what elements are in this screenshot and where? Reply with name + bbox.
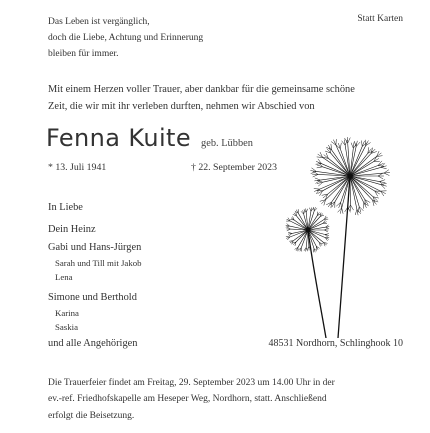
family-gabi: Gabi und Hans-Jürgen [48,242,142,253]
family-heinz: Dein Heinz [48,224,96,235]
statt-karten-label: Statt Karten [357,14,403,24]
family-simone-children: Karina [55,308,79,318]
poem-line: bleiben für immer. [48,49,119,60]
family-gabi-children: Lena [55,272,73,282]
family-gabi-children: Sarah und Till mit Jakob [55,258,142,268]
intro-line: Mit einem Herzen voller Trauer, aber dankbar für die gemeinsame schöne [48,84,355,95]
poem-line: Das Leben ist vergänglich, [48,17,150,27]
intro-text [48,81,355,116]
deceased-name: Fenna Kuite [46,124,192,152]
poem [48,14,203,63]
family-simone: Simone und Berthold [48,292,137,303]
death-date: † 22. September 2023 [191,162,277,173]
footer-line: ev.-ref. Friedhofskapelle am Heseper Weg, Nordhorn, statt. Anschließend [48,394,327,405]
funeral-info [48,375,335,424]
dandelion-icon [272,118,402,338]
in-liebe: In Liebe [48,202,83,213]
intro-line: Zeit, die wir mit ihr verleben durften, nehmen wir Abschied von [48,101,315,113]
family-simone-children: Saskia [55,322,78,332]
deceased-name-row [46,124,253,152]
poem-line: doch die Liebe, Achtung und Erinnerung [48,33,204,44]
family-relatives: und alle Angehörigen [48,338,138,349]
footer-line: erfolgt die Beisetzung. [48,410,135,421]
address: 48531 Nordhorn, Schlinghook 10 [268,338,403,349]
birth-date: * 13. Juli 1941 [48,162,107,173]
maiden-name: geb. Lübben [201,138,253,149]
footer-line: Die Trauerfeier findet am Freitag, 29. September 2023 um 14.00 Uhr in der [48,378,335,388]
